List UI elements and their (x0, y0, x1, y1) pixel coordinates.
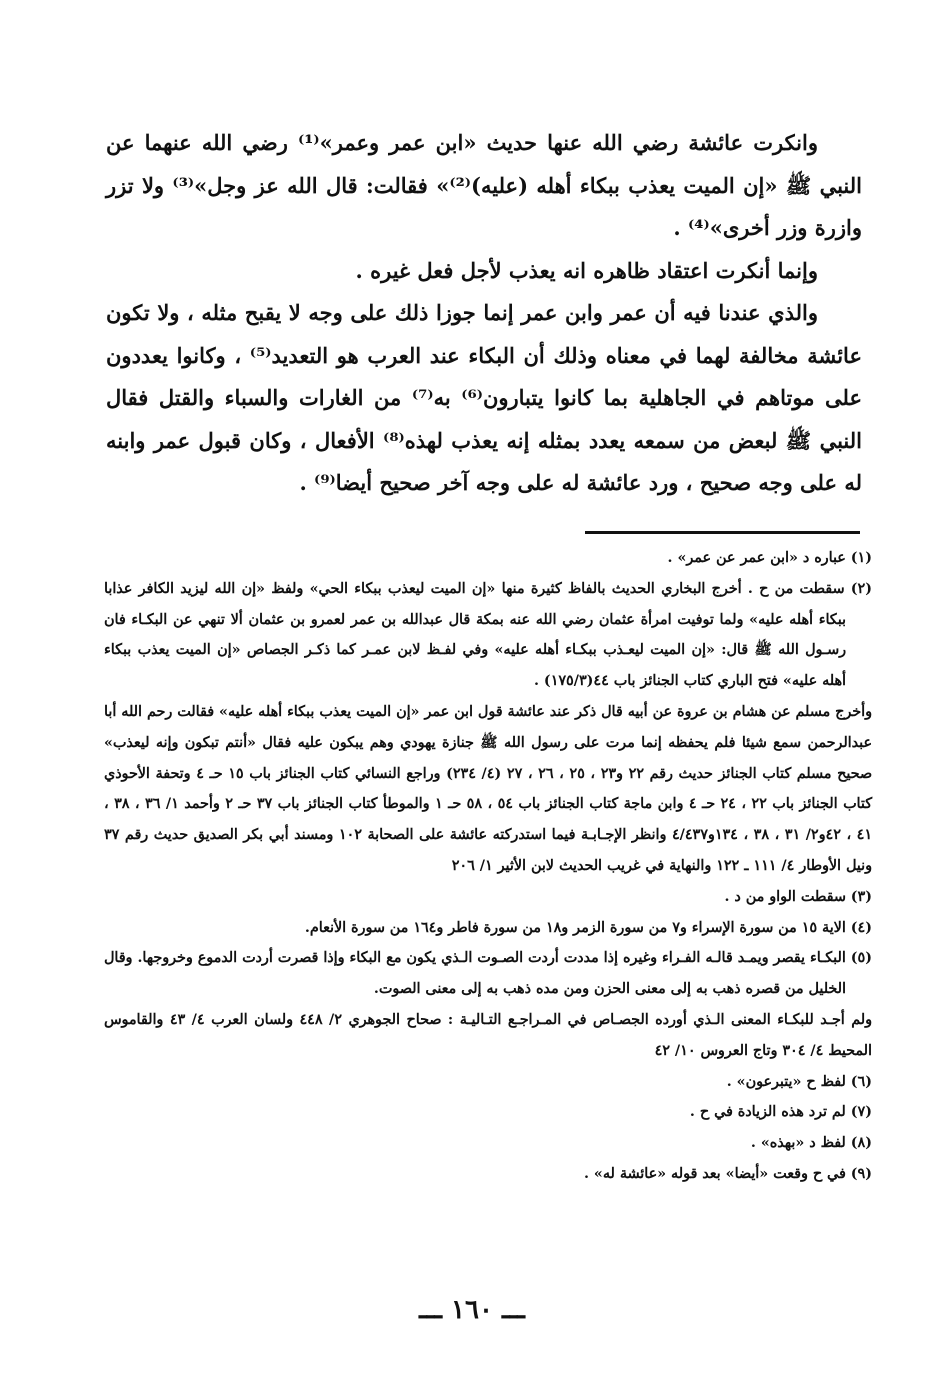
footnote-7: (٧) لم ترد هذه الزيادة في ح . (689, 1104, 872, 1121)
paragraph-3: والذي عندنا فيه أن عمر وابن عمر إنما جوزا ذلك على وجه لا يقبح مثله ، ولا تكون عائشة مخالفة لهما في معناه وذلك أن البكاء عند العرب هو التعديد⁽⁵⁾ ، وكانوا يعددون على موتاهم في الجاهلية بما كانوا يتبارون⁽⁶⁾ به⁽⁷⁾ من الغارات والسباء والقتل فقال النبي ﷺ لبعض من سمعه يعدد بمثله إنه يعذب لهذه⁽⁸⁾ الأفعال ، وكان قبول عمر وابنه له على وجه صحيح ، ورد عائشة له على وجه آخر صحيح أيضا⁽⁹⁾ . (106, 300, 863, 495)
footnote-5-continuation: ولم أجـد للبكـاء المعنى الـذي أورده الجصـاص في المـراجـع التـاليـة : صحاح الجوهري ٢/ ٤٤٨ ولسان العرب ٤/ ٤٣ والقاموس المحيط ٤/ ٣٠٤ وتاج العروس ١٠/ ٤٢ (104, 1011, 873, 1059)
footnote-4: (٤) الاية ١٥ من سورة الإسراء و٧ من سورة الزمر و١٨ من سورة فاطر و١٦٤ من سورة الأنعام. (304, 919, 872, 936)
main-text (106, 122, 862, 505)
footnotes (104, 543, 872, 1190)
footnote-3: (٣) سقطت الواو من د . (724, 888, 872, 905)
paragraph-1: وانكرت عائشة رضي الله عنها حديث «ابن عمر وعمر»⁽¹⁾ رضي الله عنهما عن النبي ﷺ «إن الميت يعذب ببكاء أهله (عليه)⁽²⁾» فقالت: قال الله عز وجل»⁽³⁾ ولا تزر وازرة وزر أخرى»⁽⁴⁾ . (106, 130, 862, 240)
footnote-8: (٨) لفظ د «بهذه» . (750, 1135, 872, 1152)
footnote-5: (٥) البكـاء يقصر ويمـد قالـه الفـراء وغيره إذا مددت أردت الصـوت الـذي يكون مع البكاء وإذا قصرت أردت الدموع وخروجها. وقال الخليل من قصره ذهب به إلى معنى الحزن ومن مده ذهب به إلى معنى الصوت. (103, 950, 872, 998)
footnote-2: (٢) سقطت من ح . أخرج البخاري الحديث بالفاظ كثيرة منها «إن الميت ليعذب ببكاء الحي» ولفظ «إن الله ليزيد الكافر عذابا ببكاء أهله عليه» ولما توفيت امرأة عثمان رضي الله عنه بمكة قال عبدالله بن عمر لعمرو بن عثمان ألا تنهي عن البكـاء فان رسـول الله ﷺ قال: «إن الميت ليعـذب ببكـاء أهله عليه» وفي لفـظ لابن عمـر كما ذكـر الجصاص «إن الميت يعذب ببكاء أهله عليه» فتح الباري كتاب الجنائز باب ٤٤(١٧٥/٣) . (104, 580, 872, 690)
paragraph-2: وإنما أنكرت اعتقاد ظاهره انه يعذب لأجل فعل غيره . (355, 257, 818, 283)
page-number: ـــ ١٦٠ ـــ (419, 1295, 525, 1325)
footnote-separator (585, 531, 860, 534)
footnote-6: (٦) لفظ ح «يتبرعون» . (726, 1073, 872, 1090)
footnote-9: (٩) في ح وقعت «أيضا» بعد قوله «عائشة له» . (583, 1165, 872, 1182)
footnote-1: (١) عباره د «ابن عمر عن عمر» . (667, 550, 872, 566)
footnote-2-continuation: وأخرج مسلم عن هشام بن عروة عن أبيه قال ذكر عند عائشة قول ابن عمر «إن الميت يعذب ببكاء أهله عليه» فقالت رحم الله أبا عبدالرحمن سمع شيئا فلم يحفظه إنما مرت على رسول الله ﷺ جنازة يهودي وهم يبكون عليه فقال «أنتم تبكون وإنه ليعذب» صحيح مسلم كتاب الجنائز حديث رقم ٢٢ و٢٣ ، ٢٥ ، ٢٦ ، ٢٧ (٤/ ٢٣٤) وراجع النسائي كتاب الجنائز باب ١٥ حـ ٤ وتحفة الأحوذي كتاب الجنائز باب ٢٢ ، ٢٤ حـ ٤ وابن ماجة كتاب الجنائز باب ٥٤ ، ٥٨ حـ ١ والموطأ كتاب الجنائز باب ٣٧ حـ ٢ وأحمد ١/ ٣٦ ، ٣٨ ، ٤١ ، ٤٢و٢/ ٣١ ، ٣٨ ، ١٣٤و٤/٤٣٧ وانظر الإجـابـة فيما استدركته عائشة على الصحابة ١٠٢ ومسند أبي بكر الصديق حديث رقم ٣٧ ونيل الأوطار ٤/ ١١١ ـ ١٢٢ والنهاية في غريب الحديث لابن الأثير ١/ ٢٠٦ (104, 703, 873, 874)
